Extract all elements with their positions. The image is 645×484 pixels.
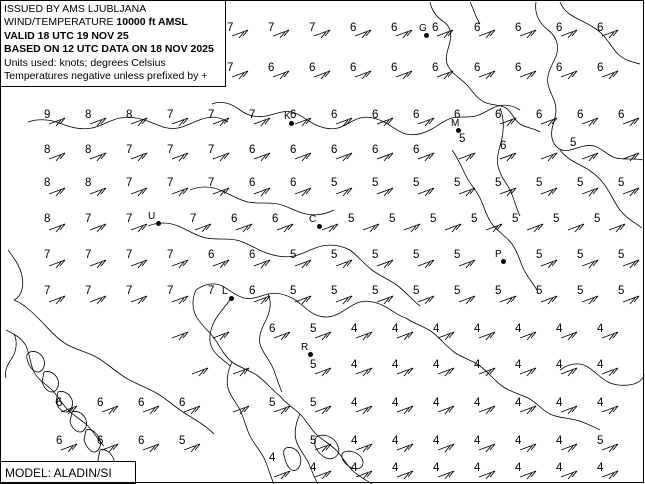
temperature-value: 4 bbox=[351, 359, 358, 371]
temperature-value: 4 bbox=[556, 397, 563, 409]
temperature-value: 7 bbox=[126, 249, 133, 261]
temperature-value: 6 bbox=[249, 285, 256, 297]
temperature-value: 5 bbox=[471, 213, 478, 225]
temperature-value: 5 bbox=[430, 213, 437, 225]
temperature-value: 5 bbox=[413, 249, 420, 261]
temperature-value: 4 bbox=[351, 323, 358, 335]
temperature-value: 4 bbox=[392, 435, 399, 447]
temperature-value: 8 bbox=[44, 177, 51, 189]
temperature-value: 6 bbox=[56, 397, 63, 409]
temperature-value: 5 bbox=[495, 285, 502, 297]
temperature-value: 6 bbox=[432, 62, 439, 74]
temperature-value: 6 bbox=[97, 435, 104, 447]
temperature-value: 6 bbox=[597, 22, 604, 34]
temperature-value: 6 bbox=[556, 62, 563, 74]
temperature-value: 7 bbox=[309, 22, 316, 34]
temperature-value: 5 bbox=[618, 249, 625, 261]
temperature-value: 5 bbox=[536, 249, 543, 261]
temperature-value: 4 bbox=[515, 397, 522, 409]
temperature-value: 4 bbox=[515, 435, 522, 447]
temperature-value: 5 bbox=[310, 435, 317, 447]
temperature-value: 6 bbox=[597, 62, 604, 74]
temperature-value: 6 bbox=[536, 109, 543, 121]
temperature-value: 5 bbox=[290, 285, 297, 297]
temperature-value: 6 bbox=[474, 22, 481, 34]
temperature-value: 4 bbox=[597, 359, 604, 371]
temperature-value: 5 bbox=[389, 213, 396, 225]
temperature-value: 5 bbox=[310, 359, 317, 371]
temperature-value: 6 bbox=[138, 397, 145, 409]
temperature-value: 5 bbox=[331, 177, 338, 189]
temperature-value: 6 bbox=[474, 62, 481, 74]
temperature-value: 4 bbox=[556, 435, 563, 447]
temperature-value: 7 bbox=[126, 144, 133, 156]
temperature-value: 8 bbox=[126, 109, 133, 121]
station-label: M bbox=[451, 118, 460, 129]
temperature-value: 4 bbox=[433, 435, 440, 447]
temperature-value: 6 bbox=[269, 323, 276, 335]
temperature-value: 5 bbox=[536, 177, 543, 189]
temperature-value: 5 bbox=[290, 249, 297, 261]
temperature-value: 4 bbox=[515, 462, 522, 474]
temperature-value: 4 bbox=[474, 323, 481, 335]
legend-basedon: BASED ON 12 UTC DATA ON 18 NOV 2025 bbox=[4, 43, 214, 56]
temperature-value: 5 bbox=[372, 249, 379, 261]
temperature-value: 6 bbox=[413, 144, 420, 156]
temperature-value: 7 bbox=[167, 109, 174, 121]
temperature-value: 7 bbox=[44, 285, 51, 297]
station-label: U bbox=[148, 211, 156, 222]
temperature-value: 6 bbox=[413, 109, 420, 121]
temperature-value: 6 bbox=[350, 22, 357, 34]
temperature-value: 6 bbox=[331, 109, 338, 121]
temperature-value: 5 bbox=[570, 137, 577, 149]
temperature-value: 6 bbox=[309, 62, 316, 74]
temperature-value: 4 bbox=[351, 462, 358, 474]
temperature-value: 4 bbox=[515, 359, 522, 371]
temperature-value: 8 bbox=[85, 144, 92, 156]
temperature-value: 5 bbox=[553, 213, 560, 225]
temperature-value: 4 bbox=[433, 397, 440, 409]
temperature-value: 4 bbox=[269, 452, 276, 464]
temperature-value: 6 bbox=[515, 62, 522, 74]
temperature-value: 6 bbox=[391, 22, 398, 34]
temperature-value: 5 bbox=[577, 249, 584, 261]
temperature-value: 6 bbox=[372, 109, 379, 121]
legend-temperature-note: Temperatures negative unless prefixed by + bbox=[4, 70, 208, 83]
legend-parameter-value: 10000 ft AMSL bbox=[116, 16, 188, 29]
model-label: MODEL: ALADIN/SI bbox=[5, 465, 112, 480]
temperature-value: 7 bbox=[208, 109, 215, 121]
temperature-value: 6 bbox=[272, 213, 279, 225]
temperature-value: 5 bbox=[413, 177, 420, 189]
temperature-value: 6 bbox=[331, 144, 338, 156]
temperature-value: 6 bbox=[577, 109, 584, 121]
temperature-value: 6 bbox=[618, 109, 625, 121]
temperature-value: 6 bbox=[350, 62, 357, 74]
temperature-value: 8 bbox=[44, 144, 51, 156]
temperature-value: 5 bbox=[413, 285, 420, 297]
temperature-value: 9 bbox=[44, 109, 51, 121]
temperature-value: 5 bbox=[310, 397, 317, 409]
temperature-value: 7 bbox=[167, 177, 174, 189]
temperature-value: 7 bbox=[85, 285, 92, 297]
temperature-value: 4 bbox=[392, 397, 399, 409]
temperature-value: 5 bbox=[269, 397, 276, 409]
temperature-value: 5 bbox=[310, 323, 317, 335]
temperature-value: 5 bbox=[372, 177, 379, 189]
temperature-value: 6 bbox=[290, 144, 297, 156]
temperature-value: 4 bbox=[556, 323, 563, 335]
temperature-value: 5 bbox=[594, 213, 601, 225]
temperature-value: 4 bbox=[597, 462, 604, 474]
temperature-value: 5 bbox=[459, 133, 466, 145]
temperature-value: 6 bbox=[290, 177, 297, 189]
temperature-value: 7 bbox=[126, 213, 133, 225]
temperature-value: 7 bbox=[44, 249, 51, 261]
temperature-value: 4 bbox=[392, 462, 399, 474]
temperature-value: 6 bbox=[454, 109, 461, 121]
station-label: P bbox=[495, 249, 502, 260]
temperature-value: 5 bbox=[372, 285, 379, 297]
temperature-value: 6 bbox=[372, 144, 379, 156]
temperature-value: 6 bbox=[500, 140, 507, 152]
temperature-value: 6 bbox=[515, 22, 522, 34]
temperature-value: 6 bbox=[249, 249, 256, 261]
temperature-value: 7 bbox=[227, 22, 234, 34]
temperature-value: 5 bbox=[454, 285, 461, 297]
temperature-value: 4 bbox=[556, 462, 563, 474]
temperature-value: 7 bbox=[126, 177, 133, 189]
temperature-value: 4 bbox=[556, 359, 563, 371]
temperature-value: 7 bbox=[227, 62, 234, 74]
station-label: C bbox=[309, 214, 317, 225]
temperature-value: 8 bbox=[85, 109, 92, 121]
temperature-value: 4 bbox=[351, 435, 358, 447]
temperature-value: 5 bbox=[512, 213, 519, 225]
temperature-value: 5 bbox=[495, 177, 502, 189]
temperature-value: 7 bbox=[208, 177, 215, 189]
temperature-value: 4 bbox=[392, 323, 399, 335]
temperature-value: 6 bbox=[432, 22, 439, 34]
legend-units: Units used: knots; degrees Celsius bbox=[4, 56, 166, 69]
legend-parameter-label: WIND/TEMPERATURE bbox=[4, 16, 117, 29]
temperature-value: 7 bbox=[208, 285, 215, 297]
temperature-value: 4 bbox=[474, 397, 481, 409]
legend-valid: VALID 18 UTC 19 NOV 25 bbox=[4, 29, 129, 42]
temperature-value: 5 bbox=[618, 177, 625, 189]
temperature-value: 4 bbox=[474, 435, 481, 447]
temperature-value: 4 bbox=[474, 462, 481, 474]
temperature-value: 6 bbox=[179, 397, 186, 409]
temperature-value: 4 bbox=[310, 462, 317, 474]
temperature-value: 4 bbox=[433, 323, 440, 335]
temperature-value: 7 bbox=[268, 22, 275, 34]
temperature-value: 6 bbox=[97, 397, 104, 409]
temperature-value: 4 bbox=[433, 462, 440, 474]
temperature-value: 6 bbox=[138, 435, 145, 447]
temperature-value: 5 bbox=[597, 435, 604, 447]
temperature-value: 6 bbox=[556, 22, 563, 34]
temperature-value: 6 bbox=[56, 435, 63, 447]
temperature-value: 7 bbox=[208, 144, 215, 156]
temperature-value: 5 bbox=[331, 285, 338, 297]
station-label: K bbox=[284, 111, 291, 122]
temperature-value: 4 bbox=[474, 359, 481, 371]
temperature-value: 7 bbox=[249, 109, 256, 121]
temperature-value: 4 bbox=[351, 397, 358, 409]
temperature-value: 7 bbox=[167, 249, 174, 261]
temperature-value: 6 bbox=[208, 249, 215, 261]
temperature-value: 4 bbox=[433, 359, 440, 371]
temperature-value: 6 bbox=[249, 144, 256, 156]
temperature-value: 6 bbox=[231, 213, 238, 225]
temperature-value: 7 bbox=[190, 213, 197, 225]
temperature-value: 5 bbox=[179, 435, 186, 447]
temperature-value: 7 bbox=[167, 285, 174, 297]
station-label: R bbox=[301, 342, 309, 353]
temperature-value: 5 bbox=[577, 285, 584, 297]
temperature-value: 6 bbox=[268, 62, 275, 74]
temperature-value: 4 bbox=[515, 323, 522, 335]
temperature-value: 7 bbox=[85, 213, 92, 225]
legend-issued-by: ISSUED BY AMS LJUBLJANA bbox=[4, 3, 147, 15]
station-label: L bbox=[222, 286, 228, 297]
temperature-value: 5 bbox=[618, 285, 625, 297]
temperature-value: 5 bbox=[454, 177, 461, 189]
temperature-value: 6 bbox=[290, 109, 297, 121]
temperature-value: 5 bbox=[536, 285, 543, 297]
temperature-value: 5 bbox=[331, 249, 338, 261]
temperature-value: 8 bbox=[44, 213, 51, 225]
temperature-value: 4 bbox=[392, 359, 399, 371]
station-label: G bbox=[419, 23, 427, 34]
temperature-value: 7 bbox=[85, 249, 92, 261]
temperature-value: 6 bbox=[495, 109, 502, 121]
temperature-value: 7 bbox=[126, 285, 133, 297]
temperature-value: 8 bbox=[85, 177, 92, 189]
temperature-value: 7 bbox=[167, 144, 174, 156]
temperature-value: 5 bbox=[577, 177, 584, 189]
temperature-value: 5 bbox=[348, 213, 355, 225]
temperature-value: 4 bbox=[597, 397, 604, 409]
temperature-value: 6 bbox=[391, 62, 398, 74]
temperature-value: 6 bbox=[249, 177, 256, 189]
temperature-value: 5 bbox=[454, 249, 461, 261]
temperature-value: 4 bbox=[597, 323, 604, 335]
